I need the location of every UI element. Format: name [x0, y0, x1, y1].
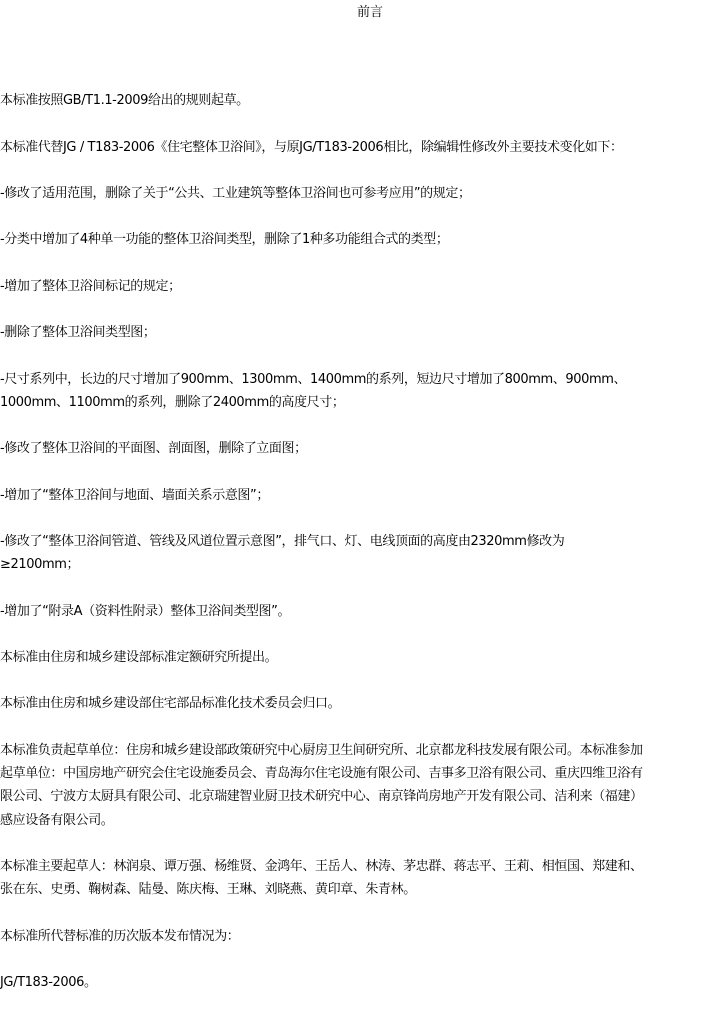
paragraph: 本标准代替JG / T183-2006《住宅整体卫浴间》，与原JG/T183-2006相比，除编辑性修改外主要技术变化如下：	[0, 139, 623, 155]
paragraph: -增加了整体卫浴间标记的规定；	[0, 278, 181, 294]
paragraph: -修改了“整体卫浴间管道、管线及风道位置示意图”，排气口、灯、电线顶面的高度由2320mm修改为 ≥2100mm；	[0, 534, 565, 573]
paragraph: 本标准由住房和城乡建设部住宅部品标准化技术委员会归口。	[0, 696, 341, 712]
paragraph: -增加了“附录A（资料性附录）整体卫浴间类型图”。	[0, 603, 291, 619]
paragraph: -删除了整体卫浴间类型图；	[0, 325, 156, 341]
paragraph: -分类中增加了4种单一功能的整体卫浴间类型，删除了1种多功能组合式的类型；	[0, 232, 449, 248]
paragraph: 本标准按照GB/T1.1-2009给出的规则起草。	[0, 93, 249, 109]
paragraph: -修改了整体卫浴间的平面图、剖面图，删除了立面图；	[0, 441, 307, 457]
paragraph: JG/T183-2006。	[0, 974, 97, 990]
paragraph: 本标准所代替标准的历次版本发布情况为：	[0, 928, 240, 944]
paragraph: 本标准负责起草单位：住房和城乡建设部政策研究中心厨房卫生间研究所、北京都龙科技发展有限公司。本标准参加 起草单位：中国房地产研究会住宅设施委员会、青岛海尔住宅设施有限公司、吉事多卫浴有限公司、重庆四维卫浴有 限公司、宁波方太厨具有限公司、北京瑞建智业厨卫技术研究中心、南京锋尚房地产开发有限公司、洁利来（福建） 感应设备有限公司。	[0, 742, 643, 828]
paragraph: 本标准主要起草人：林润泉、谭万强、杨维贤、金鸿年、王岳人、林涛、茅忠群、蒋志平、王莉、相恒国、郑建和、 张在东、史勇、鞠树森、陆曼、陈庆梅、王琳、刘晓燕、黄印章、朱青林。	[0, 858, 643, 898]
paragraph: 本标准由住房和城乡建设部标准定额研究所提出。	[0, 650, 278, 666]
paragraph: -修改了适用范围，删除了关于“公共、工业建筑等整体卫浴间也可参考应用”的规定；	[0, 186, 471, 202]
page-title: 前言	[356, 5, 383, 20]
document-body	[0, 66, 718, 1017]
paragraph: -增加了“整体卫浴间与地面、墙面关系示意图”；	[0, 487, 269, 503]
paragraph: -尺寸系列中，长边的尺寸增加了900mm、1300mm、1400mm的系列，短边尺寸增加了800mm、900mm、 1000mm、1100mm的系列，删除了2400mm的高度尺寸；	[0, 371, 627, 410]
